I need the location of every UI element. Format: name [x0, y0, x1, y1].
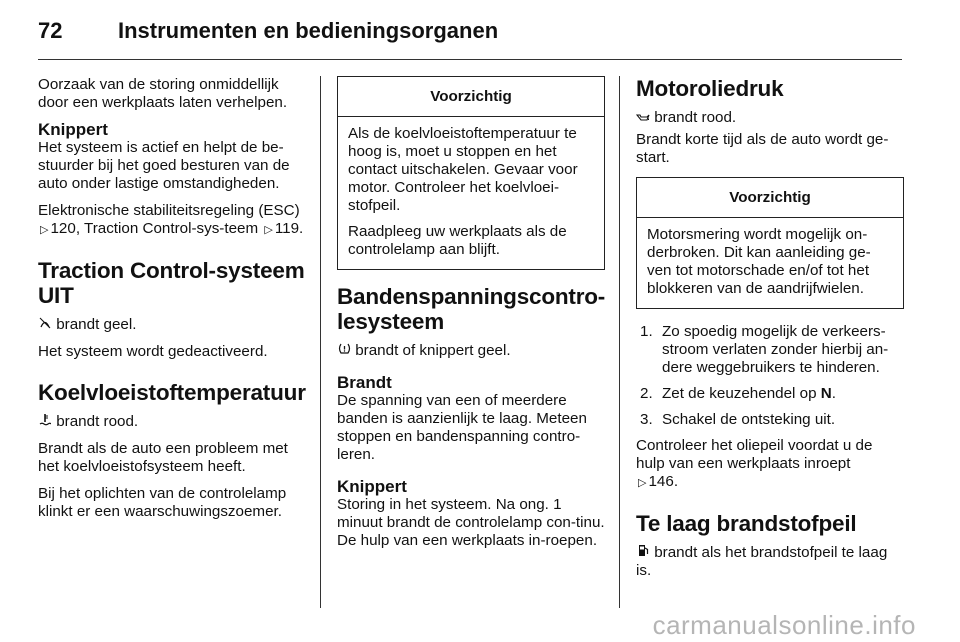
brandt-heading: Brandt	[337, 373, 392, 392]
column-middle	[337, 76, 605, 559]
traction-control-light-text: brandt geel.	[56, 316, 137, 333]
traction-control-heading: Traction Control-systeem UIT	[38, 258, 305, 308]
brandt-paragraph: De spanning van een of meerdere banden is aanzienlijk te laag. Meteen stoppen en bandenspanning contro-leren.	[337, 392, 587, 463]
step-text: Schakel de ontsteking uit.	[662, 411, 836, 428]
page-reference-arrow-icon: ▷	[638, 477, 647, 489]
sentence-end: .	[299, 220, 304, 237]
header-rule	[38, 59, 902, 60]
caution-body	[338, 117, 604, 269]
esc-paragraph	[38, 202, 306, 239]
page-header	[38, 18, 902, 58]
tire-pressure-icon	[337, 342, 351, 360]
watermark: carmanualsonline.info	[652, 610, 916, 640]
traction-control-deactivated: Het systeem wordt gedeactiveerd.	[38, 343, 268, 360]
knippert-heading: Knippert	[38, 120, 108, 139]
coolant-light-line	[38, 413, 306, 431]
column-divider	[320, 76, 321, 608]
coolant-heading: Koelvloeistoftemperatuur	[38, 380, 306, 405]
traction-control-off-icon	[38, 316, 52, 334]
tc-text: , Traction Control-sys-teem	[75, 220, 259, 237]
caution-box	[337, 76, 605, 270]
column-left	[38, 76, 306, 530]
oil-check-text: Controleer het oliepeil voordat u de hulp van een werkplaats inroept	[636, 437, 873, 472]
tpms-light-text: brandt of knippert geel.	[355, 342, 511, 359]
traction-control-light-line	[38, 316, 306, 334]
caution-paragraph: Motorsmering wordt mogelijk on-derbroken. Dit kan aanleiding ge-ven tot motorschade en/of tot het blokkeren van de aandrijfwielen.	[647, 226, 871, 297]
page-reference-arrow-icon: ▷	[40, 224, 49, 236]
oil-check-paragraph	[636, 437, 904, 492]
caution-title: Voorzichtig	[338, 77, 604, 117]
step-list	[636, 323, 904, 429]
column-divider	[619, 76, 620, 608]
oil-paragraph: Brandt korte tijd als de auto wordt ge-start.	[636, 131, 889, 166]
fuel-text: brandt als het brandstofpeil te laag is.	[636, 544, 888, 579]
fuel-paragraph	[636, 544, 904, 580]
page-number: 72	[38, 18, 63, 43]
esc-text: Elektronische stabiliteitsregeling (ESC)	[38, 202, 300, 219]
tpms-heading: Bandenspanningscontro-lesysteem	[337, 284, 606, 334]
caution-title: Voorzichtig	[637, 178, 903, 218]
knippert-heading: Knippert	[337, 477, 407, 496]
tc-page-ref[interactable]: 119	[274, 220, 300, 237]
knippert-paragraph: Storing in het systeem. Na ong. 1 minuut brandt de controlelamp con-tinu. De hulp van een werkplaats in-roepen.	[337, 496, 605, 549]
coolant-light-text: brandt rood.	[56, 413, 139, 430]
sentence-end: .	[673, 473, 679, 490]
step-number: 1.	[640, 323, 653, 340]
oil-pressure-heading: Motoroliedruk	[636, 76, 784, 101]
step-text: Zo spoedig mogelijk de verkeers-stroom verlaten zonder hierbij an-dere weggebruikers te hinderen.	[662, 323, 889, 376]
oil-check-page-ref[interactable]: 146	[648, 473, 674, 490]
fuel-heading: Te laag brandstofpeil	[636, 511, 857, 536]
step-number: 2.	[640, 385, 653, 402]
oil-light-line	[636, 109, 904, 127]
coolant-temperature-icon	[38, 413, 52, 431]
coolant-paragraph: Brandt als de auto een probleem met het koelvloeistofsysteem heeft.	[38, 440, 288, 475]
step-text	[662, 385, 904, 403]
list-item	[636, 385, 904, 403]
caution-box	[636, 177, 904, 309]
caution-paragraph: Als de koelvloeistoftemperatuur te hoog is, moet u stoppen en het contact uitschakelen. Gevaar voor motor. Controleer het koelvloei-stofpeil.	[348, 125, 578, 214]
step-number: 3.	[640, 411, 653, 428]
tpms-light-line	[337, 342, 605, 360]
list-item	[636, 411, 904, 429]
list-item	[636, 323, 904, 377]
page-reference-arrow-icon: ▷	[264, 224, 273, 236]
caution-paragraph: Raadpleeg uw werkplaats als de controlelamp aan blijft.	[348, 223, 567, 258]
knippert-paragraph: Het systeem is actief en helpt de be-stuurder bij het goed besturen van de auto onder lastige omstandigheden.	[38, 139, 290, 192]
fuel-pump-icon	[636, 544, 650, 562]
step-text-part: Zet de keuzehendel op	[662, 385, 821, 402]
caution-body	[637, 218, 903, 308]
coolant-warning-paragraph: Bij het oplichten van de controlelamp klinkt er een waarschuwingszoemer.	[38, 485, 287, 520]
step-text-part: .	[831, 385, 836, 402]
esc-page-ref[interactable]: 120	[50, 220, 76, 237]
oil-pressure-icon	[636, 109, 650, 127]
intro-paragraph: Oorzaak van de storing onmiddellijk door een werkplaats laten verhelpen.	[38, 76, 288, 111]
oil-light-text: brandt rood.	[654, 109, 737, 126]
running-title: Instrumenten en bedieningsorganen	[118, 18, 499, 43]
gear-position-n: N	[820, 385, 832, 402]
column-right	[636, 76, 904, 589]
